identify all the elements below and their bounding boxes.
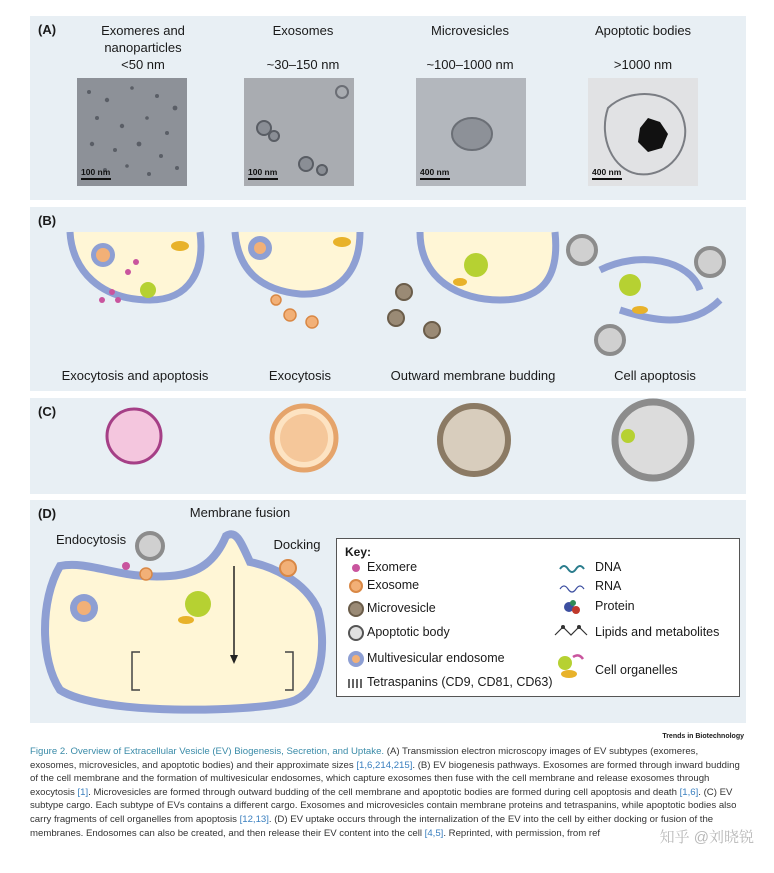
microvesicle-icon — [347, 600, 365, 618]
journal-brand: Trends in Biotechnology — [662, 733, 744, 740]
key-protein: Protein — [595, 599, 635, 613]
caption-line6: . Reprinted, with permission, from ref — [443, 827, 601, 839]
apoptotic-body-icon — [347, 624, 365, 642]
key-title: Key: — [345, 545, 372, 559]
label-membrane-fusion: Membrane fusion — [189, 505, 291, 520]
label-endocytosis: Endocytosis — [56, 532, 127, 547]
panel-a-title-apoptotic: Apoptotic bodies >1000 nm — [594, 23, 692, 72]
key-apoptotic-body: Apoptotic body — [367, 625, 450, 639]
caption-line2: . (B) EV biogenesis pathways. Exosomes are formed through inward budding of the cell membrane and the formation of multivesicular endosomes, which capture exosomes then fuse with the cell membrane and release exosomes through exocytosis — [30, 759, 740, 798]
dna-icon — [559, 563, 587, 575]
cell-organelles-icon — [553, 651, 589, 679]
caption-cell-apoptosis: Cell apoptosis — [614, 368, 696, 383]
key-rna: RNA — [595, 579, 622, 593]
panel-a-title-exosomes: Exosomes ~30–150 nm — [266, 23, 340, 72]
tetraspanin-icon — [347, 676, 365, 690]
caption-ref5[interactable]: [4,5] — [424, 827, 444, 839]
caption-exocytosis-apoptosis: Exocytosis and apoptosis — [61, 368, 209, 383]
scalebar-microvesicles: 400 nm — [420, 167, 450, 180]
figure-label: Figure 2. Overview of Extracellular Vesicle (EV) Biogenesis, Secretion, and Uptake. — [30, 746, 385, 757]
caption-line4: . (C) EV subtype cargo. Each subtype of EVs contains a different cargo. Exosomes and microvesicles contain membrane proteins and tetraspanins, while apoptotic bodies also carry fragments of cell organelles from apoptosis — [30, 786, 737, 825]
key-cell-organelles: Cell organelles — [595, 663, 678, 677]
panel-d-label: (D) — [38, 506, 57, 521]
panel-a-label: (A) — [38, 22, 57, 37]
figure-caption — [30, 745, 746, 840]
caption-outward-budding: Outward membrane budding — [390, 368, 556, 383]
key-exosome: Exosome — [367, 578, 420, 592]
rna-icon — [559, 583, 587, 595]
exomere-icon — [349, 561, 363, 575]
caption-exocytosis: Exocytosis — [268, 368, 332, 383]
scalebar-exomeres: 100 nm — [81, 167, 111, 180]
multivesicular-endosome-icon — [346, 649, 366, 669]
caption-line3: . Microvesicles are formed through outward budding of the cell membrane and apoptotic bodies are formed during cell apoptosis and death — [88, 786, 680, 798]
caption-line5: . (D) EV uptake occurs through the internalization of the EV into the cell by either docking or fusion of the membranes. Endosomes can also be created, and then release their EV content into the cell — [30, 813, 714, 839]
panel-a-title-microvesicles: Microvesicles ~100–1000 nm — [426, 23, 514, 72]
key-dna: DNA — [595, 560, 622, 574]
lipids-metabolites-icon — [551, 617, 591, 641]
caption-line1: (A) Transmission electron microscopy images of EV subtypes (exomeres, exosomes, microvesicles, and apoptotic bodies) and their approximate sizes — [30, 746, 699, 771]
scalebar-apoptotic: 400 nm — [592, 167, 622, 180]
exosome-icon — [348, 578, 364, 594]
watermark: 知乎 @刘晓锐 — [659, 829, 754, 846]
key-exomere: Exomere — [367, 560, 418, 574]
legend-key — [336, 538, 740, 697]
panel-b-label: (B) — [38, 213, 57, 228]
panel-a-title-exomeres: Exomeres and nanoparticles <50 nm — [101, 23, 185, 72]
key-tetraspanins: Tetraspanins (CD9, CD81, CD63) — [367, 675, 553, 689]
caption-ref2[interactable]: [1] — [77, 786, 89, 798]
scalebar-exosomes: 100 nm — [248, 167, 278, 180]
key-lipids-metabolites: Lipids and metabolites — [595, 625, 720, 639]
key-multivesicular-endosome: Multivesicular endosome — [367, 651, 505, 665]
panel-c-label: (C) — [38, 404, 57, 419]
protein-icon — [561, 599, 585, 617]
key-microvesicle: Microvesicle — [367, 601, 436, 615]
caption-ref3[interactable]: [1,6] — [679, 786, 699, 798]
caption-ref1[interactable]: [1,6,214,215] — [356, 759, 413, 771]
label-docking: Docking — [273, 537, 321, 552]
caption-ref4[interactable]: [12,13] — [239, 813, 269, 825]
